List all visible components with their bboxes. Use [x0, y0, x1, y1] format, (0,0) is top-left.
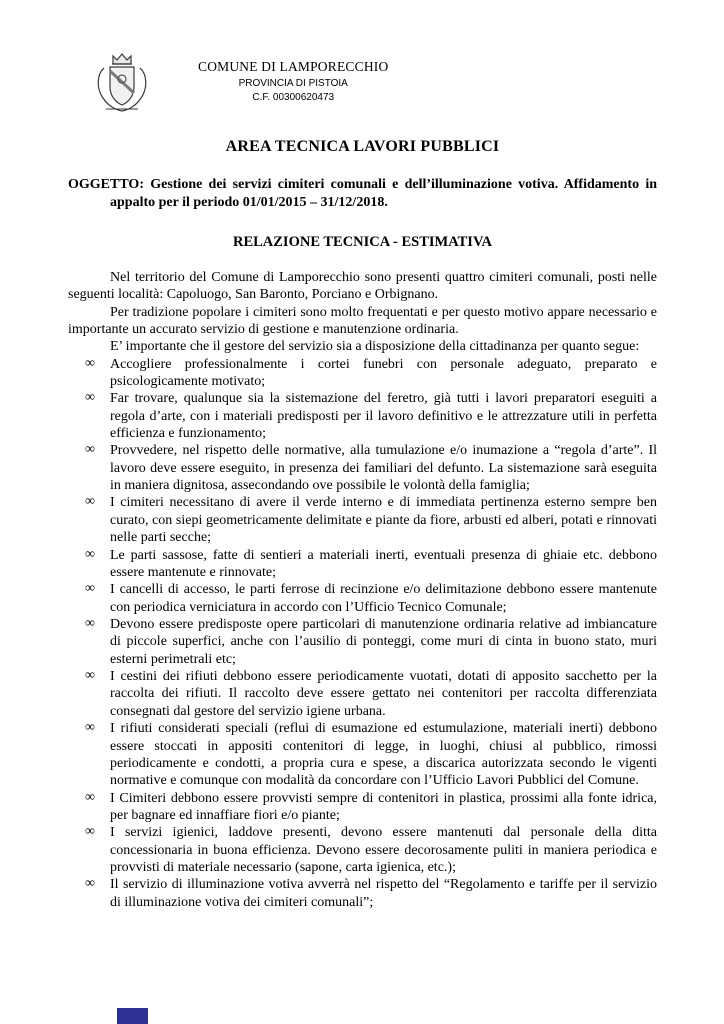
subject-text: Gestione dei servizi cimiteri comunali e dell’illuminazione votiva. Affidamento in appalto per il periodo 01/01/2015 – 31/12/2018. — [110, 177, 657, 210]
document-subtitle: RELAZIONE TECNICA - ESTIMATIVA — [232, 233, 493, 250]
document-title: AREA TECNICA LAVORI PUBBLICI — [225, 138, 500, 155]
list-item — [68, 442, 657, 494]
list-item — [68, 494, 657, 546]
page-bottom-artifact — [117, 1008, 148, 1024]
list-item — [68, 824, 657, 876]
bullet-icon: ∞ — [85, 668, 95, 684]
paragraph: Per tradizione popolare i cimiteri sono molto frequentati e per questo motivo appare necessario e importante un accurato servizio di gestione e manutenzione ordinaria. — [68, 304, 657, 337]
coat-of-arms-icon — [94, 52, 150, 114]
subject-line — [68, 176, 657, 212]
list-item-text: Il servizio di illuminazione votiva avverrà nel rispetto del “Regolamento e tariffe per il servizio di illuminazione votiva dei cimiteri comunali”; — [110, 877, 657, 910]
bullet-icon: ∞ — [85, 720, 95, 736]
list-item-text: Devono essere predisposte opere particolari di manutenzione ordinaria relative ad imbiancature di piccole superfici, anche con l’ausilio di ponteggi, come muri di cinta in buono stato, muri esterni perimetrali etc; — [110, 617, 657, 667]
bullet-icon: ∞ — [85, 442, 95, 458]
bullet-icon: ∞ — [85, 616, 95, 631]
list-item — [68, 581, 657, 616]
list-item — [68, 876, 657, 911]
paragraph: Nel territorio del Comune di Lamporecchio sono presenti quattro cimiteri comunali, posti nelle seguenti località: Capoluogo, San Baronto, Porciano e Orbignano. — [68, 269, 657, 303]
list-item-text: I cestini dei rifiuti debbono essere periodicamente vuotati, dotati di apposito sacchetto per la raccolta dei rifiuti. Il raccolto deve essere gettato nei contenitori per raccolta differenziata consegnati dal gestore del servizio igiene urbana. — [110, 669, 657, 719]
list-item — [68, 616, 657, 668]
list-item — [68, 390, 657, 442]
requirements-list — [68, 356, 657, 912]
bullet-icon: ∞ — [85, 789, 95, 805]
list-item-text: I rifiuti considerati speciali (reflui di esumazione ed estumulazione, materiali inerti) debbono essere stoccati in appositi contenitori di legge, in luoghi, chiusi al pubblico, rimossi periodicamente e condotti, a propria cura e spese, a discarica autorizzata secondo le vigenti normative e comunque con modalità da concordare con l’Ufficio Lavori Pubblici del Comune. — [110, 721, 657, 789]
bullet-icon: ∞ — [85, 824, 95, 840]
list-item-text: I Cimiteri debbono essere provvisti sempre di contenitori in plastica, prossimi alla fonte idrica, per bagnare ed innaffiare fiori e/o piante; — [110, 790, 657, 823]
document-content — [68, 52, 657, 911]
list-item — [68, 720, 657, 789]
bullet-icon: ∞ — [85, 876, 95, 892]
list-item — [68, 790, 657, 825]
bullet-icon: ∞ — [85, 494, 95, 510]
document-body — [68, 269, 657, 911]
paragraph: E’ importante che il gestore del servizio sia a disposizione della cittadinanza per quanto segue: — [110, 339, 640, 355]
bullet-icon: ∞ — [85, 581, 95, 597]
list-item-text: I cancelli di accesso, le parti ferrose di recinzione e/o delimitazione debbono essere mantenute con periodica verniciatura in accordo con l’Ufficio Tecnico Comunale; — [110, 582, 657, 615]
org-fiscal-code: C.F. 00300620473 — [252, 92, 335, 103]
list-item — [68, 668, 657, 720]
list-item-text: Le parti sassose, fatte di sentieri a materiali inerti, eventuali presenza di ghiaie etc. debbono essere mantenute e rinnovate; — [110, 547, 657, 580]
subject-label: OGGETTO: — [68, 177, 144, 192]
list-item — [68, 356, 657, 391]
list-item-text: Far trovare, qualunque sia la sistemazione del feretro, già tutti i lavori preparatori eseguiti a regola d’arte, con i materiali predisposti per il lavoro definitivo e le attrezzature utili in perfetta efficienza e funzionamento; — [110, 391, 657, 442]
list-item — [68, 547, 657, 582]
bullet-icon: ∞ — [85, 390, 95, 406]
org-name: COMUNE DI LAMPORECCHIO — [198, 59, 389, 74]
list-item-text: I cimiteri necessitano di avere il verde interno e di immediata pertinenza esterno sempre ben curato, con siepi geometricamente delimitate e piante da fiore, arbusti ed alberi, potati e rinnovati nelle parti secche; — [110, 495, 657, 546]
bullet-icon: ∞ — [85, 355, 95, 371]
list-item-text: Accogliere professionalmente i cortei funebri con personale adeguato, preparato e psicologicamente motivato; — [110, 356, 657, 389]
list-item-text: Provvedere, nel rispetto delle normative, alla tumulazione e/o inumazione a “regola d’arte”. Il lavoro deve essere eseguito, in presenza dei familiari del defunto. La sistemazione sarà eseguita in maniera dignitosa, assecondando ove possibile le volontà della famiglia; — [110, 443, 657, 494]
list-item-text: I servizi igienici, laddove presenti, devono essere mantenuti dal personale della ditta concessionaria in buona efficienza. Devono essere decorosamente puliti in maniera periodica e provvisti di materiale necessario (sapone, carta igienica, etc.); — [110, 825, 657, 876]
letterhead — [94, 52, 657, 114]
org-block — [198, 52, 388, 103]
org-province: PROVINCIA DI PISTOIA — [238, 78, 348, 89]
bullet-icon: ∞ — [85, 546, 95, 562]
